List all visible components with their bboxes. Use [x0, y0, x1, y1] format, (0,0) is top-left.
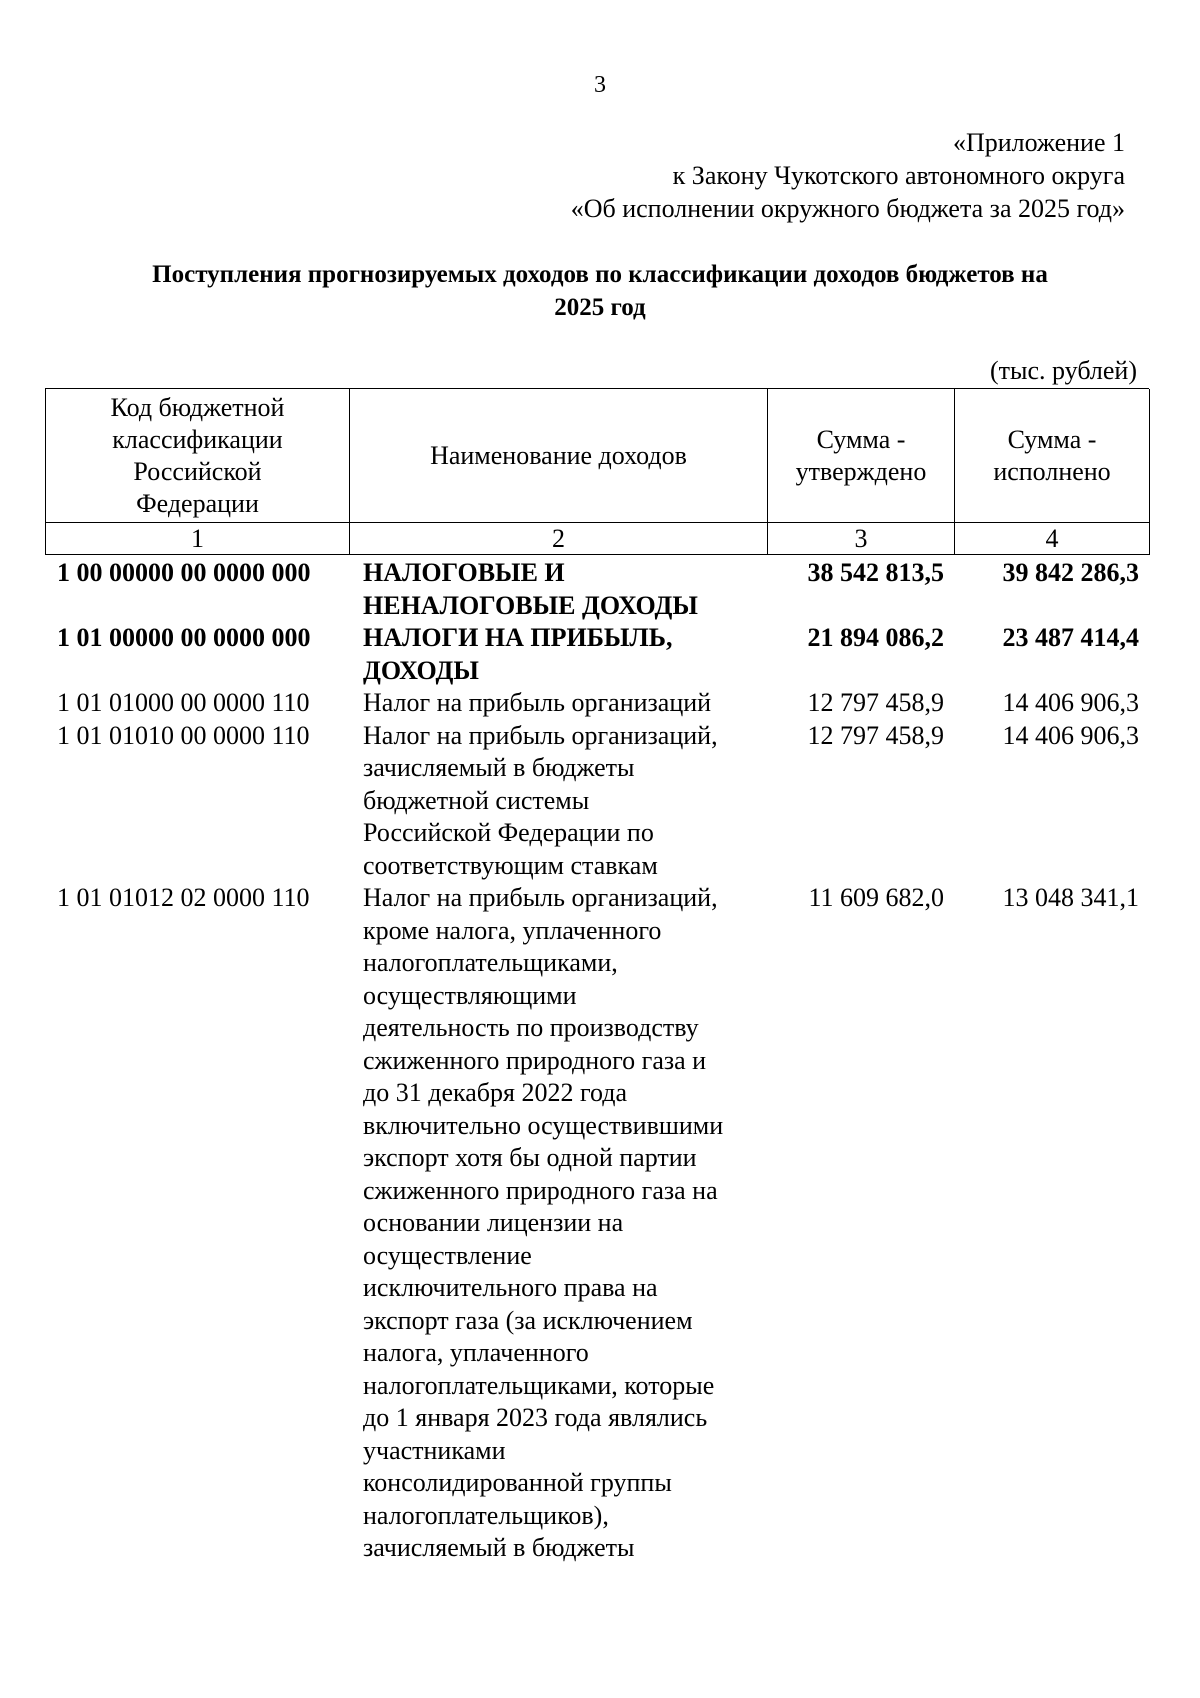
- revenue-name-line: Налог на прибыль организаций,: [363, 720, 718, 750]
- column-number-1: 1: [46, 523, 350, 555]
- revenue-name-line: Налог на прибыль организаций: [363, 688, 712, 717]
- revenue-name-line: НАЛОГИ НА ПРИБЫЛЬ,: [363, 623, 673, 652]
- revenue-name-line: налога, уплаченного: [363, 1338, 589, 1367]
- budget-code: 1 01 01012 02 0000 110: [57, 883, 310, 912]
- header-name-line: Наименование доходов: [430, 440, 687, 470]
- revenue-name-line: налогоплательщиками, которые: [363, 1370, 715, 1400]
- revenue-name: [349, 882, 767, 1565]
- header-name: [350, 389, 768, 523]
- title-line-2: 2025 год: [554, 294, 646, 321]
- revenue-name-line: сжиженного природного газа и: [363, 1045, 707, 1075]
- budget-code: 1 01 01010 00 0000 110: [57, 720, 310, 750]
- revenue-name-line: экспорт газа (за исключением: [363, 1305, 693, 1335]
- revenue-name-line: консолидированной группы: [363, 1468, 672, 1497]
- revenue-name-line: участниками: [363, 1435, 506, 1465]
- table-row: [45, 557, 1149, 622]
- revenue-name-line: сжиженного природного газа на: [363, 1175, 718, 1205]
- revenue-name-line: до 1 января 2023 года являлись: [363, 1403, 708, 1432]
- header-executed-line: Сумма -: [1007, 424, 1097, 454]
- header-approved: [768, 389, 955, 523]
- appendix-line-3: «Об исполнении окружного бюджета за 2025 год»: [570, 194, 1125, 223]
- revenue-name-line: деятельность по производству: [363, 1013, 699, 1042]
- revenue-name-line: НЕНАЛОГОВЫЕ ДОХОДЫ: [363, 590, 698, 620]
- amount-approved: 21 894 086,2: [807, 623, 944, 652]
- header-code-line: Код бюджетной: [110, 392, 285, 422]
- revenue-name-line: налогоплательщиками,: [363, 948, 618, 977]
- table-body: [45, 557, 1149, 1565]
- amount-executed: 14 406 906,3: [1002, 688, 1139, 717]
- appendix-reference: [571, 126, 1125, 225]
- header-code-line: Федерации: [136, 488, 259, 518]
- revenue-name-line: исключительного права на: [363, 1273, 658, 1302]
- amount-approved: 12 797 458,9: [807, 688, 944, 717]
- amount-approved: 11 609 682,0: [808, 883, 944, 912]
- title-line-1: Поступления прогнозируемых доходов по классификации доходов бюджетов на: [152, 261, 1048, 288]
- revenue-name-line: бюджетной системы: [363, 785, 590, 815]
- document-title: [60, 258, 1140, 324]
- revenue-name-line: налогоплательщиков),: [363, 1500, 609, 1530]
- revenue-name-line: НАЛОГОВЫЕ И: [363, 558, 565, 587]
- revenue-name-line: зачисляемый в бюджеты: [363, 1533, 635, 1562]
- table-row: [45, 882, 1149, 1565]
- budget-code: 1 00 00000 00 0000 000: [57, 558, 311, 587]
- revenue-name: [349, 557, 767, 622]
- table-row: [45, 687, 1149, 720]
- revenue-name-line: экспорт хотя бы одной партии: [363, 1143, 697, 1172]
- revenue-name: [349, 720, 767, 883]
- header-approved-line: утверждено: [795, 456, 927, 486]
- revenue-name-line: осуществляющими: [363, 980, 577, 1010]
- amount-executed: 23 487 414,4: [1002, 623, 1139, 652]
- page-number: 3: [594, 72, 606, 98]
- column-number-4: 4: [955, 523, 1150, 555]
- column-number-3: 3: [768, 523, 955, 555]
- header-code-line: Российской: [133, 456, 262, 486]
- revenue-name: [349, 687, 767, 720]
- amount-approved: 12 797 458,9: [807, 720, 944, 750]
- table-header: [45, 388, 1149, 555]
- revenue-name-line: включительно осуществившими: [363, 1110, 724, 1140]
- revenue-name-line: соответствующим ставкам: [363, 850, 658, 880]
- revenue-name-line: Налог на прибыль организаций,: [363, 883, 718, 912]
- header-code: [46, 389, 350, 523]
- amount-approved: 38 542 813,5: [807, 558, 944, 587]
- revenue-name-line: основании лицензии на: [363, 1208, 624, 1237]
- header-executed: [955, 389, 1150, 523]
- header-approved-line: Сумма -: [816, 424, 906, 454]
- budget-code: 1 01 01000 00 0000 110: [57, 688, 310, 717]
- revenue-name-line: кроме налога, уплаченного: [363, 915, 662, 945]
- table-row: [45, 720, 1149, 883]
- amount-executed: 39 842 286,3: [1002, 558, 1139, 587]
- header-executed-line: исполнено: [993, 456, 1111, 486]
- revenue-name-line: зачисляемый в бюджеты: [363, 753, 635, 782]
- revenue-name: [349, 622, 767, 687]
- revenue-name-line: осуществление: [363, 1240, 532, 1270]
- amount-executed: 13 048 341,1: [1002, 883, 1139, 912]
- appendix-line-1: «Приложение 1: [952, 128, 1125, 157]
- revenue-name-line: Российской Федерации по: [363, 818, 654, 847]
- appendix-line-2: к Закону Чукотского автономного округа: [672, 161, 1125, 190]
- revenue-name-line: до 31 декабря 2022 года: [363, 1078, 627, 1107]
- column-number-2: 2: [350, 523, 768, 555]
- amount-executed: 14 406 906,3: [1002, 720, 1139, 750]
- revenue-name-line: ДОХОДЫ: [363, 655, 479, 685]
- table-row: [45, 622, 1149, 687]
- revenue-table: [45, 388, 1149, 1565]
- budget-code: 1 01 00000 00 0000 000: [57, 623, 311, 652]
- header-code-line: классификации: [112, 424, 283, 454]
- units-label: (тыс. рублей): [989, 356, 1137, 385]
